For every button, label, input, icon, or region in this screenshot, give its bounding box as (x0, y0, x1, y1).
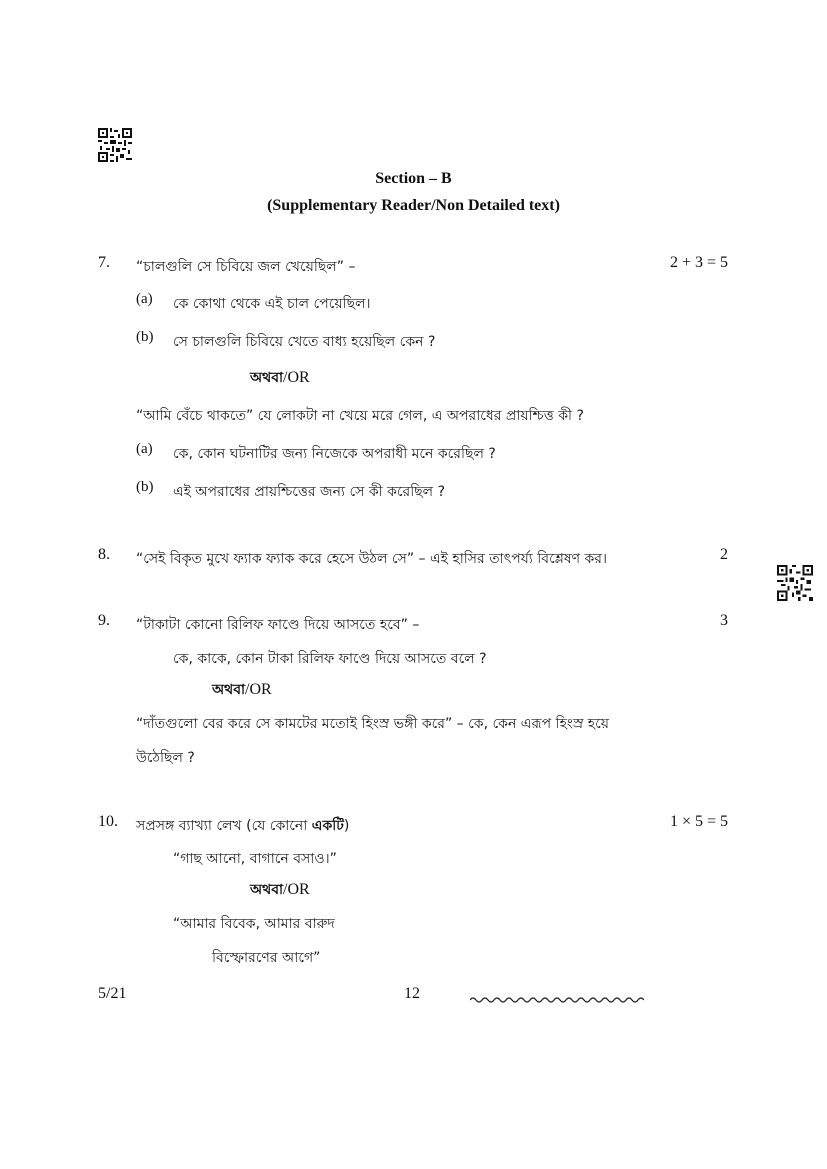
q9-number: 9. (98, 612, 110, 629)
q9-marks: 3 (720, 612, 728, 629)
section-heading: Section – B (375, 170, 452, 187)
q10-text: সপ্রসঙ্গ ব্যাখ্যা লেখ (যে কোনো একটি) (136, 818, 350, 834)
q10-marks: 1 × 5 = 5 (669, 813, 728, 830)
q10-option2-line1: “আমার বিবেক, আমার বারুদ (173, 916, 335, 932)
q7-b-label: (b) (136, 329, 154, 345)
q8-marks: 2 (720, 546, 728, 563)
q7-or-label: অথবা/OR (250, 369, 310, 386)
q7-quote: “চালগুলি সে চিবিয়ে জল খেয়েছিল” – (136, 259, 356, 275)
q7-a-text: কে কোথা থেকে এই চাল পেয়েছিল। (173, 296, 371, 312)
q9-quote: “টাকাটা কোনো রিলিফ ফাণ্ডে দিয়ে আসতে হবে” – (136, 617, 420, 633)
qr-code-margin (777, 565, 813, 601)
q7-alt-quote: “আমি বেঁচে থাকতে” যে লোকটা না খেয়ে মরে গেল, এ অপরাধের প্রায়শ্চিত্ত কী ? (136, 408, 584, 424)
section-subtitle: (Supplementary Reader/Non Detailed text) (267, 197, 560, 214)
q7-b-text: সে চালগুলি চিবিয়ে খেতে বাধ্য হয়েছিল কেন ? (173, 334, 436, 350)
wavy-line-decoration (470, 990, 644, 1009)
q8-number: 8. (98, 546, 110, 563)
q7-alt-a-label: (a) (136, 441, 153, 457)
q7-alt-a-text: কে, কোন ঘটনাটির জন্য নিজেকে অপরাধী মনে করেছিল ? (173, 446, 496, 462)
footer-code: 5/21 (98, 985, 127, 1002)
footer-page-number: 12 (404, 985, 420, 1002)
q9-alt-line2: উঠেছিল ? (136, 750, 195, 766)
q10-option2-line2: বিস্ফোরণের আগে” (212, 950, 321, 966)
q10-or-label: অথবা/OR (250, 881, 310, 898)
q7-number: 7. (98, 254, 110, 271)
q10-number: 10. (98, 813, 118, 830)
q9-question: কে, কাকে, কোন টাকা রিলিফ ফাণ্ডে দিয়ে আসতে বলে ? (173, 651, 487, 667)
q10-option1: “গাছ আনো, বাগানে বসাও।” (173, 851, 337, 867)
q8-text: “সেই বিকৃত মুখে ফ্যাক ফ্যাক করে হেসে উঠল সে” – এই হাসির তাৎপর্য্য বিশ্লেষণ কর। (136, 551, 608, 567)
q9-alt-line1: “দাঁতগুলো বের করে সে কামটের মতোই হিংস্র ভঙ্গী করে” – কে, কেন এরূপ হিংস্র হয়ে (136, 716, 610, 732)
q7-a-label: (a) (136, 291, 153, 307)
q7-marks: 2 + 3 = 5 (669, 254, 728, 271)
q7-alt-b-text: এই অপরাধের প্রায়শ্চিত্তের জন্য সে কী করেছিল ? (173, 484, 445, 500)
q9-or-label: অথবা/OR (212, 681, 272, 698)
qr-code-top (98, 128, 132, 162)
q7-alt-b-label: (b) (136, 479, 154, 495)
